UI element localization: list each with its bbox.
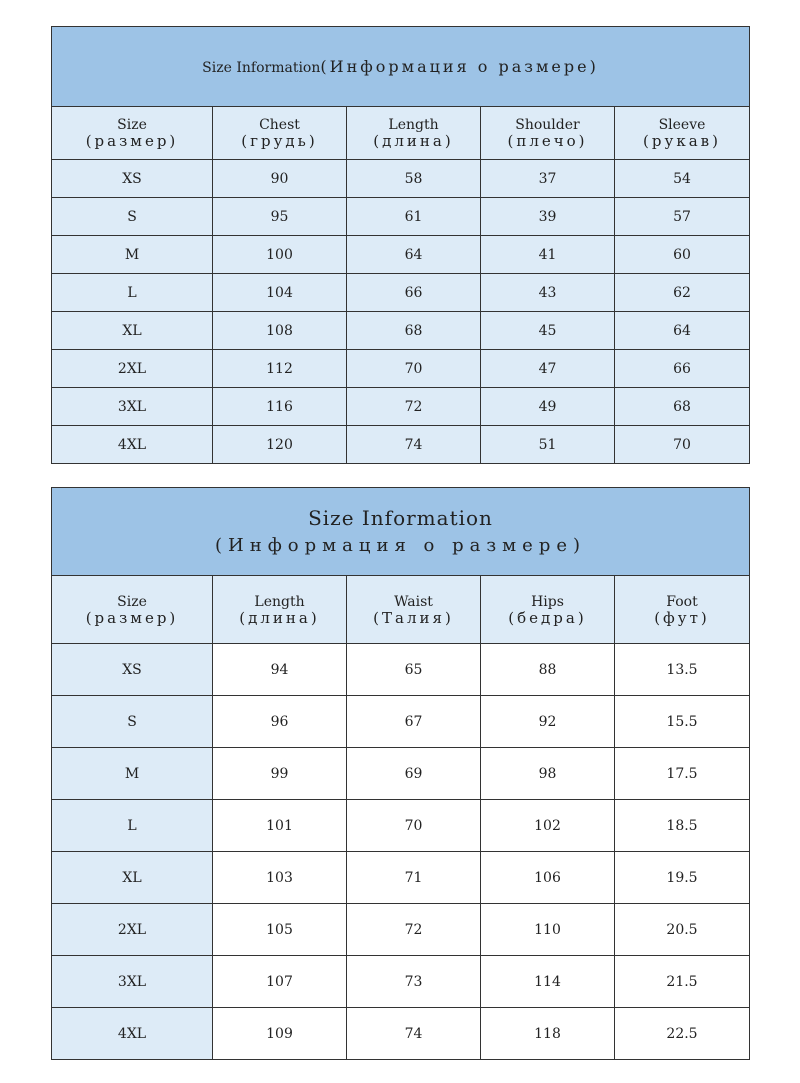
measurement-cell: 60 <box>615 236 750 274</box>
column-header-ru: (длина) <box>373 132 454 150</box>
measurement-cell: 51 <box>481 426 615 464</box>
table-row <box>52 312 750 350</box>
measurement-cell: 72 <box>347 904 481 956</box>
table-row <box>52 904 750 956</box>
column-header-ru: (фут) <box>654 608 710 627</box>
table-row <box>52 236 750 274</box>
measurement-cell: 101 <box>213 800 347 852</box>
measurement-cell: 72 <box>347 388 481 426</box>
table-title <box>52 27 750 107</box>
size-label-cell: M <box>52 236 213 274</box>
header-row <box>52 107 750 160</box>
measurement-cell: 70 <box>347 800 481 852</box>
size-label-cell: 2XL <box>52 350 213 388</box>
column-header-en: Shoulder <box>515 117 580 133</box>
measurement-cell: 74 <box>347 1008 481 1060</box>
column-header <box>52 576 213 644</box>
column-header <box>213 576 347 644</box>
measurement-cell: 99 <box>213 748 347 800</box>
measurement-cell: 39 <box>481 198 615 236</box>
measurement-cell: 88 <box>481 644 615 696</box>
column-header-en: Hips <box>531 593 564 610</box>
column-header-en: Length <box>254 593 305 610</box>
table-row <box>52 644 750 696</box>
measurement-cell: 103 <box>213 852 347 904</box>
size-label-cell: 4XL <box>52 426 213 464</box>
measurement-cell: 70 <box>347 350 481 388</box>
measurement-cell: 96 <box>213 696 347 748</box>
measurement-cell: 100 <box>213 236 347 274</box>
measurement-cell: 107 <box>213 956 347 1008</box>
column-header <box>213 107 347 160</box>
column-header-ru: (рукав) <box>643 132 721 150</box>
column-header <box>615 107 750 160</box>
size-label-cell: XL <box>52 312 213 350</box>
measurement-cell: 68 <box>615 388 750 426</box>
measurement-cell: 94 <box>213 644 347 696</box>
column-header-en: Size <box>117 117 147 133</box>
measurement-cell: 106 <box>481 852 615 904</box>
measurement-cell: 90 <box>213 160 347 198</box>
size-label-cell: 3XL <box>52 388 213 426</box>
measurement-cell: 71 <box>347 852 481 904</box>
measurement-cell: 118 <box>481 1008 615 1060</box>
column-header-ru: (размер) <box>85 608 179 627</box>
column-header-en: Waist <box>394 593 433 610</box>
measurement-cell: 109 <box>213 1008 347 1060</box>
column-header-ru: (бедра) <box>508 608 587 627</box>
measurement-cell: 73 <box>347 956 481 1008</box>
measurement-cell: 58 <box>347 160 481 198</box>
measurement-cell: 19.5 <box>615 852 750 904</box>
measurement-cell: 104 <box>213 274 347 312</box>
measurement-cell: 18.5 <box>615 800 750 852</box>
column-header-ru: (размер) <box>85 132 179 150</box>
measurement-cell: 20.5 <box>615 904 750 956</box>
measurement-cell: 43 <box>481 274 615 312</box>
measurement-cell: 69 <box>347 748 481 800</box>
table-row <box>52 696 750 748</box>
column-header-ru: (длина) <box>239 608 320 627</box>
measurement-cell: 64 <box>347 236 481 274</box>
table-title-en: Size Information <box>308 505 493 530</box>
measurement-cell: 47 <box>481 350 615 388</box>
measurement-cell: 15.5 <box>615 696 750 748</box>
table-row <box>52 956 750 1008</box>
size-label-cell: M <box>52 748 213 800</box>
size-table-bottoms <box>51 487 750 1060</box>
measurement-cell: 17.5 <box>615 748 750 800</box>
measurement-cell: 120 <box>213 426 347 464</box>
measurement-cell: 105 <box>213 904 347 956</box>
header-row <box>52 576 750 644</box>
measurement-cell: 66 <box>347 274 481 312</box>
measurement-cell: 57 <box>615 198 750 236</box>
measurement-cell: 116 <box>213 388 347 426</box>
measurement-cell: 95 <box>213 198 347 236</box>
measurement-cell: 110 <box>481 904 615 956</box>
column-header-ru: (Талия) <box>373 608 454 627</box>
table-row <box>52 198 750 236</box>
size-table-tops <box>51 26 750 464</box>
size-label-cell: 4XL <box>52 1008 213 1060</box>
size-label-cell: S <box>52 198 213 236</box>
size-label-cell: XS <box>52 644 213 696</box>
column-header <box>347 576 481 644</box>
table-row <box>52 350 750 388</box>
column-header <box>52 107 213 160</box>
measurement-cell: 65 <box>347 644 481 696</box>
table-title-ru: (Информация о размере) <box>214 534 587 556</box>
measurement-cell: 67 <box>347 696 481 748</box>
measurement-cell: 102 <box>481 800 615 852</box>
table-title <box>52 488 750 576</box>
table-row <box>52 852 750 904</box>
measurement-cell: 45 <box>481 312 615 350</box>
measurement-cell: 62 <box>615 274 750 312</box>
measurement-cell: 98 <box>481 748 615 800</box>
measurement-cell: 70 <box>615 426 750 464</box>
measurement-cell: 61 <box>347 198 481 236</box>
column-header <box>347 107 481 160</box>
column-header-en: Foot <box>666 593 698 610</box>
column-header <box>481 576 615 644</box>
size-label-cell: L <box>52 274 213 312</box>
measurement-cell: 108 <box>213 312 347 350</box>
measurement-cell: 41 <box>481 236 615 274</box>
measurement-cell: 74 <box>347 426 481 464</box>
measurement-cell: 114 <box>481 956 615 1008</box>
table-row <box>52 800 750 852</box>
column-header-en: Chest <box>259 117 300 133</box>
measurement-cell: 21.5 <box>615 956 750 1008</box>
size-label-cell: 3XL <box>52 956 213 1008</box>
measurement-cell: 68 <box>347 312 481 350</box>
size-label-cell: S <box>52 696 213 748</box>
measurement-cell: 64 <box>615 312 750 350</box>
measurement-cell: 37 <box>481 160 615 198</box>
table-title-en: Size Information <box>202 60 321 76</box>
measurement-cell: 54 <box>615 160 750 198</box>
size-label-cell: 2XL <box>52 904 213 956</box>
size-label-cell: XS <box>52 160 213 198</box>
table-title-ru: (Информация о размере) <box>320 57 599 76</box>
column-header-en: Length <box>388 117 439 133</box>
column-header-ru: (плечо) <box>507 132 588 150</box>
measurement-cell: 92 <box>481 696 615 748</box>
measurement-cell: 112 <box>213 350 347 388</box>
column-header-ru: (грудь) <box>241 132 318 150</box>
column-header <box>615 576 750 644</box>
measurement-cell: 66 <box>615 350 750 388</box>
column-header-en: Sleeve <box>658 117 706 133</box>
table-row <box>52 388 750 426</box>
size-label-cell: L <box>52 800 213 852</box>
measurement-cell: 49 <box>481 388 615 426</box>
measurement-cell: 13.5 <box>615 644 750 696</box>
table-row <box>52 426 750 464</box>
table-row <box>52 160 750 198</box>
size-label-cell: XL <box>52 852 213 904</box>
table-row <box>52 748 750 800</box>
column-header <box>481 107 615 160</box>
column-header-en: Size <box>117 593 147 610</box>
table-row <box>52 274 750 312</box>
measurement-cell: 22.5 <box>615 1008 750 1060</box>
table-row <box>52 1008 750 1060</box>
